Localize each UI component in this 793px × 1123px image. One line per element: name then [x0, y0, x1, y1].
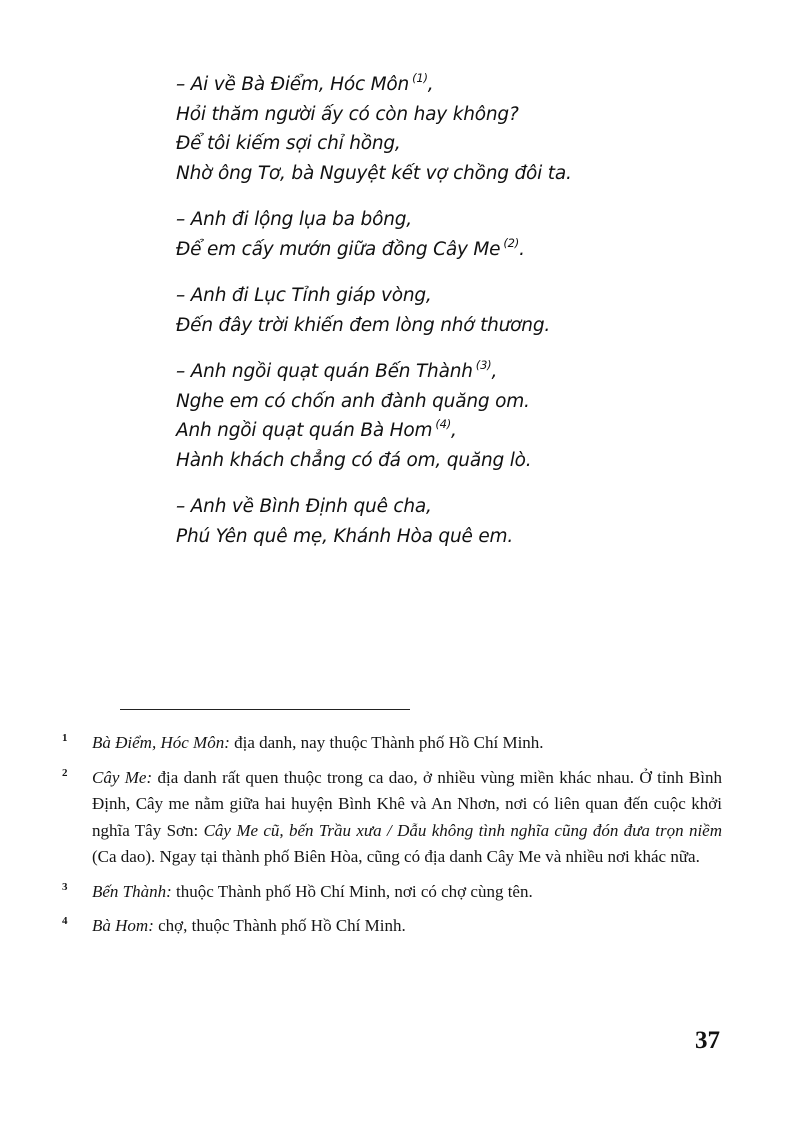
poem-line: Nghe em có chốn anh đành quăng om.: [176, 390, 530, 412]
page-number: 37: [695, 1027, 720, 1054]
footnote-item: [62, 879, 722, 906]
footnote-ref[interactable]: (1): [412, 71, 428, 85]
poem-line: Đến đây trời khiến đem lòng nhớ thương.: [176, 314, 551, 336]
footnote-term: Bến Thành:: [92, 881, 172, 901]
footnote-ref[interactable]: (2): [503, 235, 520, 250]
poem-line: [176, 70, 572, 100]
poem-stanza: [176, 492, 572, 551]
footnote-text: chợ, thuộc Thành phố Hồ Chí Minh.: [153, 916, 406, 935]
poem-line: Hỏi thăm người ấy có còn hay không?: [176, 103, 519, 125]
poem-line-text: Anh ngồi quạt quán Bà Hom: [176, 420, 433, 441]
poem-line-punctuation: ,: [451, 420, 457, 441]
poem-stanza: [176, 205, 572, 264]
poem-line: [176, 357, 572, 387]
footnote-number: 1: [62, 732, 68, 744]
poem: [176, 70, 572, 568]
poem-line: – Anh đi Lục Tỉnh giáp vòng,: [176, 285, 432, 306]
poem-line-punctuation: ,: [427, 74, 434, 95]
poem-stanza: [176, 70, 572, 188]
footnote-item: [62, 765, 722, 871]
footnote-number: 3: [62, 880, 68, 893]
footnote-quote: Cây Me cũ, bến Trầu xưa / Dẫu không tình nghĩa cũng đón đưa trọn niềm: [203, 820, 722, 840]
poem-line: – Anh đi lộng lụa ba bông,: [176, 209, 412, 230]
poem-line: [176, 235, 572, 265]
poem-line-text: Để em cấy mướn giữa đồng Cây Me: [176, 238, 501, 260]
footnote-separator: [120, 709, 410, 710]
poem-line-text: – Anh ngồi quạt quán Bến Thành: [176, 361, 473, 382]
poem-stanza: [176, 357, 572, 475]
footnote-text-after: (Ca dao). Ngay tại thành phố Biên Hòa, cũng có địa danh Cây Me và nhiều nơi khác nữa.: [92, 847, 700, 866]
footnote-ref[interactable]: (4): [435, 417, 452, 431]
footnote-term: Bà Điểm, Hóc Môn:: [92, 733, 230, 752]
poem-line: Để tôi kiếm sợi chỉ hồng,: [176, 133, 401, 154]
poem-line-text: – Ai về Bà Điểm, Hóc Môn: [176, 74, 410, 95]
poem-line-punctuation: ,: [491, 361, 498, 382]
footnote-ref[interactable]: (3): [475, 358, 492, 372]
poem-stanza: [176, 281, 572, 340]
poem-line-punctuation: .: [519, 238, 525, 260]
poem-line: Phú Yên quê mẹ, Khánh Hòa quê em.: [176, 525, 514, 547]
footnote-term: Cây Me:: [92, 767, 153, 787]
footnote-text: thuộc Thành phố Hồ Chí Minh, nơi có chợ cùng tên.: [171, 881, 533, 901]
footnotes: [62, 730, 722, 948]
footnote-item: [62, 913, 722, 940]
poem-line: [176, 416, 572, 446]
poem-line: Nhờ ông Tơ, bà Nguyệt kết vợ chồng đôi ta.: [176, 162, 572, 184]
footnote-text: địa danh, nay thuộc Thành phố Hồ Chí Minh.: [229, 733, 544, 752]
footnote-term: Bà Hom:: [92, 916, 154, 935]
poem-line: – Anh về Bình Định quê cha,: [176, 496, 432, 517]
footnote-text: địa danh rất quen thuộc trong ca dao, ở nhiều vùng miền khác nhau. Ở tỉnh Bình Định, Cây me nằm giữa hai huyện Bình Khê và An Nhơn, nơi có liên quan đến cuộc khởi nghĩa Tây Sơn:: [92, 767, 722, 840]
footnote-number: 4: [62, 915, 68, 927]
footnote-item: [62, 730, 722, 757]
footnote-number: 2: [62, 766, 68, 779]
poem-line: Hành khách chẳng có đá om, quăng lò.: [176, 449, 532, 471]
